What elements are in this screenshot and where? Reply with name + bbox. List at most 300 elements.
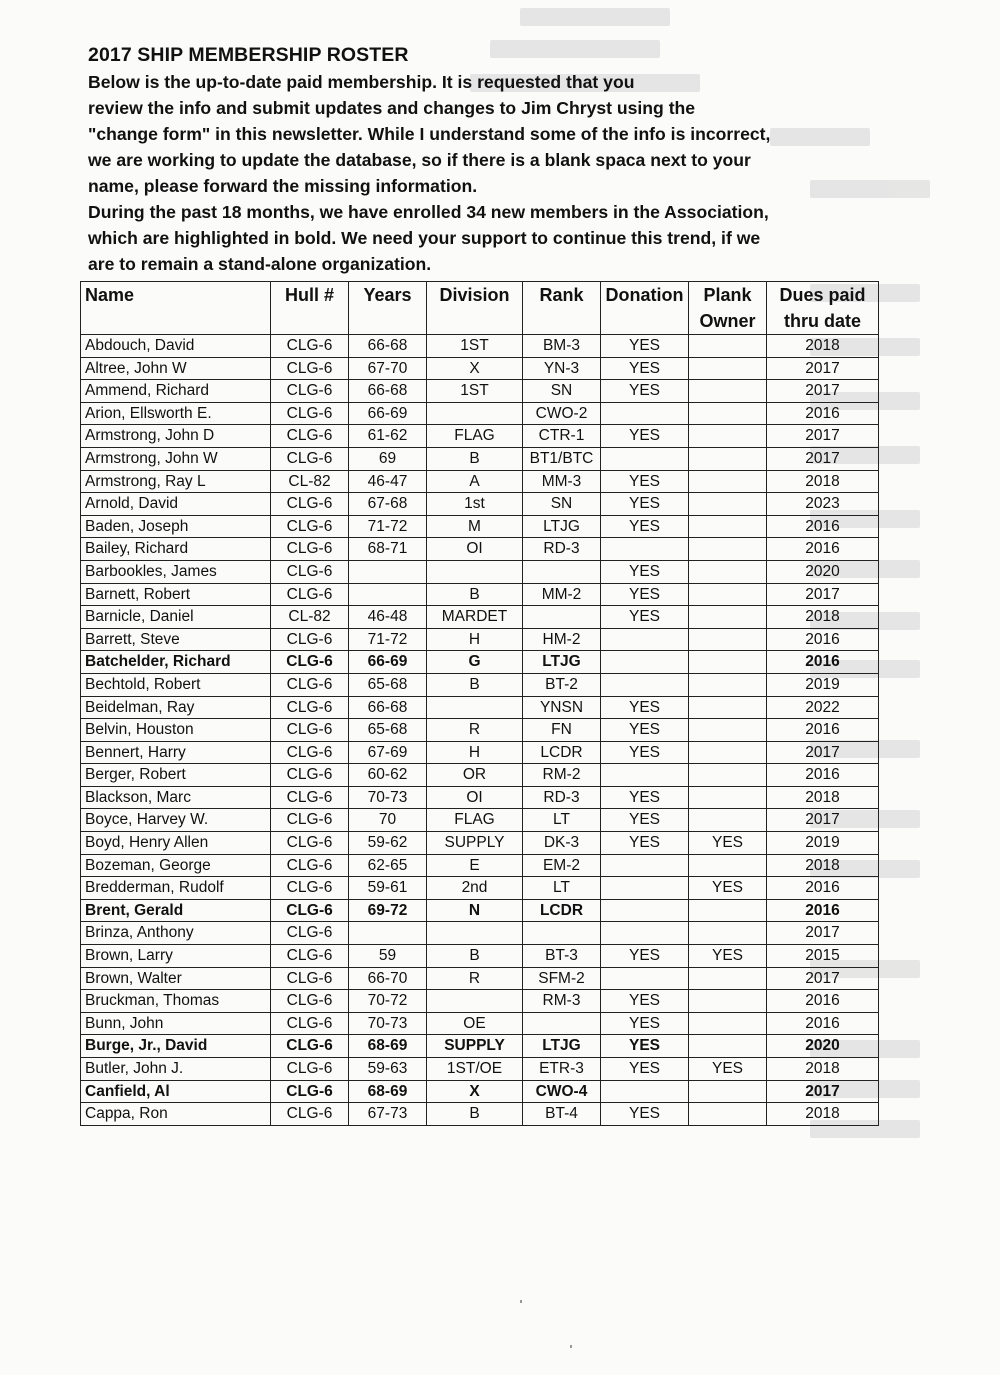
- table-row: [81, 538, 879, 561]
- cell-plank-owner: [689, 786, 767, 809]
- cell-dues: 2018: [767, 854, 879, 877]
- cell-division: [427, 922, 523, 945]
- cell-plank-owner: [689, 719, 767, 742]
- cell-hull: CLG-6: [271, 945, 349, 968]
- cell-hull: CL-82: [271, 470, 349, 493]
- cell-rank: [523, 560, 601, 583]
- cell-hull: CLG-6: [271, 899, 349, 922]
- cell-plank-owner: [689, 560, 767, 583]
- cell-years: 66-68: [349, 696, 427, 719]
- column-header-hull: Hull #: [271, 282, 349, 335]
- cell-plank-owner: [689, 1012, 767, 1035]
- cell-years: 62-65: [349, 854, 427, 877]
- cell-division: FLAG: [427, 425, 523, 448]
- cell-dues: 2015: [767, 945, 879, 968]
- cell-donation: [601, 922, 689, 945]
- cell-name: Arnold, David: [81, 493, 271, 516]
- cell-name: Arion, Ellsworth E.: [81, 402, 271, 425]
- cell-dues: 2019: [767, 832, 879, 855]
- cell-dues: 2016: [767, 628, 879, 651]
- intro-line: review the info and submit updates and changes to Jim Chryst using the: [88, 98, 696, 118]
- cell-donation: [601, 402, 689, 425]
- cell-dues: 2017: [767, 1080, 879, 1103]
- cell-dues: 2018: [767, 1058, 879, 1081]
- cell-dues: 2020: [767, 1035, 879, 1058]
- cell-rank: YN-3: [523, 357, 601, 380]
- scan-speck: [520, 1300, 522, 1303]
- cell-years: [349, 922, 427, 945]
- cell-plank-owner: [689, 809, 767, 832]
- cell-years: 67-69: [349, 741, 427, 764]
- cell-rank: BM-3: [523, 335, 601, 358]
- table-row: [81, 945, 879, 968]
- cell-rank: SN: [523, 493, 601, 516]
- cell-dues: 2017: [767, 357, 879, 380]
- column-header-dues: [767, 282, 879, 335]
- table-row: [81, 1080, 879, 1103]
- cell-division: OI: [427, 538, 523, 561]
- cell-plank-owner: [689, 606, 767, 629]
- cell-years: 70: [349, 809, 427, 832]
- cell-rank: BT-3: [523, 945, 601, 968]
- cell-donation: YES: [601, 357, 689, 380]
- cell-plank-owner: [689, 357, 767, 380]
- cell-division: B: [427, 673, 523, 696]
- cell-dues: 2016: [767, 515, 879, 538]
- cell-dues: 2017: [767, 380, 879, 403]
- cell-division: [427, 560, 523, 583]
- table-row: [81, 696, 879, 719]
- table-row: [81, 357, 879, 380]
- cell-plank-owner: [689, 922, 767, 945]
- cell-hull: CLG-6: [271, 1035, 349, 1058]
- cell-rank: DK-3: [523, 832, 601, 855]
- cell-plank-owner: [689, 335, 767, 358]
- cell-rank: EM-2: [523, 854, 601, 877]
- intro-line: "change form" in this newsletter. While I understand some of the info is incorrect,: [88, 124, 771, 144]
- cell-donation: [601, 854, 689, 877]
- cell-donation: YES: [601, 606, 689, 629]
- cell-plank-owner: [689, 696, 767, 719]
- table-header-row: [81, 282, 879, 335]
- cell-dues: 2016: [767, 764, 879, 787]
- cell-name: Altree, John W: [81, 357, 271, 380]
- cell-years: 69-72: [349, 899, 427, 922]
- cell-division: A: [427, 470, 523, 493]
- cell-division: M: [427, 515, 523, 538]
- cell-division: MARDET: [427, 606, 523, 629]
- cell-rank: LTJG: [523, 1035, 601, 1058]
- cell-division: 1ST/OE: [427, 1058, 523, 1081]
- cell-years: 67-70: [349, 357, 427, 380]
- cell-donation: YES: [601, 583, 689, 606]
- cell-name: Bruckman, Thomas: [81, 990, 271, 1013]
- cell-rank: CTR-1: [523, 425, 601, 448]
- cell-name: Baden, Joseph: [81, 515, 271, 538]
- cell-donation: [601, 651, 689, 674]
- cell-hull: CLG-6: [271, 1103, 349, 1126]
- cell-division: SUPPLY: [427, 832, 523, 855]
- cell-name: Bechtold, Robert: [81, 673, 271, 696]
- table-row: [81, 854, 879, 877]
- cell-name: Canfield, Al: [81, 1080, 271, 1103]
- cell-plank-owner: [689, 402, 767, 425]
- cell-donation: YES: [601, 1058, 689, 1081]
- cell-donation: YES: [601, 1035, 689, 1058]
- membership-roster-table: [80, 281, 879, 1126]
- cell-plank-owner: [689, 1035, 767, 1058]
- cell-name: Brown, Larry: [81, 945, 271, 968]
- cell-plank-owner: [689, 967, 767, 990]
- cell-donation: YES: [601, 786, 689, 809]
- cell-hull: CLG-6: [271, 1012, 349, 1035]
- cell-dues: 2017: [767, 447, 879, 470]
- cell-division: B: [427, 447, 523, 470]
- column-header-division: Division: [427, 282, 523, 335]
- cell-years: 68-69: [349, 1080, 427, 1103]
- cell-years: 65-68: [349, 719, 427, 742]
- cell-years: 59-61: [349, 877, 427, 900]
- cell-name: Barrett, Steve: [81, 628, 271, 651]
- cell-donation: [601, 1080, 689, 1103]
- column-header-name: Name: [81, 282, 271, 335]
- cell-name: Batchelder, Richard: [81, 651, 271, 674]
- cell-dues: 2016: [767, 899, 879, 922]
- cell-years: 59: [349, 945, 427, 968]
- table-row: [81, 719, 879, 742]
- table-row: [81, 583, 879, 606]
- cell-name: Barnett, Robert: [81, 583, 271, 606]
- cell-dues: 2022: [767, 696, 879, 719]
- cell-division: OE: [427, 1012, 523, 1035]
- cell-hull: CLG-6: [271, 402, 349, 425]
- cell-rank: SFM-2: [523, 967, 601, 990]
- cell-name: Bunn, John: [81, 1012, 271, 1035]
- cell-division: B: [427, 1103, 523, 1126]
- cell-years: 66-68: [349, 335, 427, 358]
- cell-dues: 2016: [767, 402, 879, 425]
- cell-rank: MM-2: [523, 583, 601, 606]
- cell-years: 46-48: [349, 606, 427, 629]
- cell-hull: CLG-6: [271, 515, 349, 538]
- cell-dues: 2016: [767, 651, 879, 674]
- cell-donation: YES: [601, 1103, 689, 1126]
- cell-plank-owner: [689, 515, 767, 538]
- intro-paragraph: [88, 69, 888, 277]
- cell-hull: CLG-6: [271, 357, 349, 380]
- cell-division: R: [427, 719, 523, 742]
- cell-plank-owner: [689, 425, 767, 448]
- cell-donation: YES: [601, 945, 689, 968]
- cell-donation: YES: [601, 719, 689, 742]
- cell-donation: YES: [601, 515, 689, 538]
- table-row: [81, 809, 879, 832]
- cell-hull: CLG-6: [271, 380, 349, 403]
- cell-rank: CWO-4: [523, 1080, 601, 1103]
- cell-dues: 2016: [767, 990, 879, 1013]
- cell-division: SUPPLY: [427, 1035, 523, 1058]
- cell-dues: 2018: [767, 786, 879, 809]
- cell-division: X: [427, 1080, 523, 1103]
- table-row: [81, 606, 879, 629]
- cell-name: Belvin, Houston: [81, 719, 271, 742]
- cell-division: E: [427, 854, 523, 877]
- cell-dues: 2018: [767, 606, 879, 629]
- cell-rank: FN: [523, 719, 601, 742]
- page-title: 2017 SHIP MEMBERSHIP ROSTER: [88, 44, 409, 66]
- cell-rank: BT1/BTC: [523, 447, 601, 470]
- table-row: [81, 1035, 879, 1058]
- cell-years: 61-62: [349, 425, 427, 448]
- cell-donation: YES: [601, 1012, 689, 1035]
- cell-division: H: [427, 628, 523, 651]
- cell-years: 68-71: [349, 538, 427, 561]
- cell-name: Armstrong, John D: [81, 425, 271, 448]
- cell-plank-owner: [689, 854, 767, 877]
- cell-division: B: [427, 945, 523, 968]
- table-row: [81, 741, 879, 764]
- table-row: [81, 990, 879, 1013]
- header-line: Dues paid: [779, 285, 866, 305]
- cell-hull: CLG-6: [271, 696, 349, 719]
- cell-years: 66-69: [349, 651, 427, 674]
- table-row: [81, 515, 879, 538]
- table-row: [81, 786, 879, 809]
- table-row: [81, 1103, 879, 1126]
- cell-division: [427, 696, 523, 719]
- cell-name: Brinza, Anthony: [81, 922, 271, 945]
- cell-dues: 2016: [767, 538, 879, 561]
- cell-name: Armstrong, John W: [81, 447, 271, 470]
- table-row: [81, 877, 879, 900]
- cell-donation: [601, 877, 689, 900]
- cell-division: 1ST: [427, 335, 523, 358]
- cell-name: Brent, Gerald: [81, 899, 271, 922]
- cell-division: R: [427, 967, 523, 990]
- cell-plank-owner: [689, 1080, 767, 1103]
- cell-division: G: [427, 651, 523, 674]
- cell-plank-owner: [689, 628, 767, 651]
- cell-plank-owner: YES: [689, 877, 767, 900]
- cell-dues: 2016: [767, 719, 879, 742]
- cell-name: Bozeman, George: [81, 854, 271, 877]
- table-row: [81, 651, 879, 674]
- cell-rank: LT: [523, 877, 601, 900]
- cell-dues: 2018: [767, 1103, 879, 1126]
- cell-rank: [523, 1012, 601, 1035]
- cell-plank-owner: [689, 764, 767, 787]
- cell-division: N: [427, 899, 523, 922]
- cell-donation: [601, 967, 689, 990]
- cell-years: 66-68: [349, 380, 427, 403]
- cell-name: Boyce, Harvey W.: [81, 809, 271, 832]
- column-header-years: Years: [349, 282, 427, 335]
- cell-donation: YES: [601, 425, 689, 448]
- cell-rank: [523, 606, 601, 629]
- cell-hull: CLG-6: [271, 832, 349, 855]
- cell-hull: CLG-6: [271, 560, 349, 583]
- scan-speck: [570, 1345, 572, 1348]
- cell-plank-owner: [689, 1103, 767, 1126]
- cell-years: 69: [349, 447, 427, 470]
- cell-division: 1st: [427, 493, 523, 516]
- cell-hull: CLG-6: [271, 967, 349, 990]
- table-row: [81, 447, 879, 470]
- cell-plank-owner: YES: [689, 1058, 767, 1081]
- cell-donation: [601, 899, 689, 922]
- cell-name: Berger, Robert: [81, 764, 271, 787]
- cell-donation: YES: [601, 696, 689, 719]
- cell-hull: CLG-6: [271, 583, 349, 606]
- column-header-donation: Donation: [601, 282, 689, 335]
- cell-donation: YES: [601, 741, 689, 764]
- cell-hull: CLG-6: [271, 1058, 349, 1081]
- table-row: [81, 560, 879, 583]
- cell-division: 2nd: [427, 877, 523, 900]
- cell-donation: YES: [601, 493, 689, 516]
- table-row: [81, 402, 879, 425]
- cell-donation: [601, 447, 689, 470]
- cell-years: 71-72: [349, 628, 427, 651]
- cell-years: 67-73: [349, 1103, 427, 1126]
- cell-name: Burge, Jr., David: [81, 1035, 271, 1058]
- cell-plank-owner: [689, 380, 767, 403]
- cell-plank-owner: [689, 651, 767, 674]
- cell-years: [349, 560, 427, 583]
- cell-years: 65-68: [349, 673, 427, 696]
- roster-body: [81, 335, 879, 1126]
- cell-dues: 2017: [767, 922, 879, 945]
- cell-plank-owner: [689, 899, 767, 922]
- cell-name: Brown, Walter: [81, 967, 271, 990]
- cell-rank: LTJG: [523, 515, 601, 538]
- header-line: Owner: [699, 311, 756, 331]
- cell-dues: 2023: [767, 493, 879, 516]
- cell-hull: CLG-6: [271, 764, 349, 787]
- cell-years: 70-72: [349, 990, 427, 1013]
- cell-hull: CLG-6: [271, 651, 349, 674]
- cell-rank: CWO-2: [523, 402, 601, 425]
- cell-division: [427, 402, 523, 425]
- cell-hull: CLG-6: [271, 719, 349, 742]
- cell-hull: CLG-6: [271, 922, 349, 945]
- cell-division: H: [427, 741, 523, 764]
- table-row: [81, 335, 879, 358]
- intro-line: which are highlighted in bold. We need your support to continue this trend, if we: [88, 228, 761, 248]
- cell-years: 60-62: [349, 764, 427, 787]
- cell-hull: CLG-6: [271, 809, 349, 832]
- cell-hull: CLG-6: [271, 425, 349, 448]
- intro-line: are to remain a stand-alone organization.: [88, 254, 432, 274]
- cell-years: 66-69: [349, 402, 427, 425]
- cell-rank: BT-2: [523, 673, 601, 696]
- table-row: [81, 1058, 879, 1081]
- cell-rank: RD-3: [523, 538, 601, 561]
- cell-dues: 2016: [767, 877, 879, 900]
- cell-years: [349, 583, 427, 606]
- table-row: [81, 673, 879, 696]
- cell-plank-owner: [689, 538, 767, 561]
- cell-dues: 2017: [767, 967, 879, 990]
- cell-hull: CLG-6: [271, 786, 349, 809]
- cell-plank-owner: [689, 470, 767, 493]
- cell-rank: [523, 922, 601, 945]
- cell-dues: 2018: [767, 470, 879, 493]
- cell-plank-owner: YES: [689, 832, 767, 855]
- cell-hull: CLG-6: [271, 673, 349, 696]
- cell-plank-owner: [689, 741, 767, 764]
- cell-hull: CLG-6: [271, 538, 349, 561]
- table-row: [81, 764, 879, 787]
- intro-line: we are working to update the database, so if there is a blank spaca next to your: [88, 150, 751, 170]
- cell-division: OR: [427, 764, 523, 787]
- cell-years: 67-68: [349, 493, 427, 516]
- cell-name: Ammend, Richard: [81, 380, 271, 403]
- cell-division: FLAG: [427, 809, 523, 832]
- cell-name: Barbookles, James: [81, 560, 271, 583]
- cell-hull: CLG-6: [271, 493, 349, 516]
- cell-hull: CLG-6: [271, 628, 349, 651]
- cell-hull: CLG-6: [271, 990, 349, 1013]
- cell-name: Bredderman, Rudolf: [81, 877, 271, 900]
- header-line: Plank: [703, 285, 752, 305]
- table-row: [81, 1012, 879, 1035]
- cell-donation: YES: [601, 990, 689, 1013]
- cell-name: Blackson, Marc: [81, 786, 271, 809]
- cell-division: [427, 990, 523, 1013]
- cell-rank: HM-2: [523, 628, 601, 651]
- cell-rank: YNSN: [523, 696, 601, 719]
- cell-donation: YES: [601, 560, 689, 583]
- cell-name: Abdouch, David: [81, 335, 271, 358]
- cell-donation: YES: [601, 809, 689, 832]
- cell-division: OI: [427, 786, 523, 809]
- cell-rank: RM-2: [523, 764, 601, 787]
- cell-hull: CLG-6: [271, 335, 349, 358]
- cell-division: X: [427, 357, 523, 380]
- cell-rank: ETR-3: [523, 1058, 601, 1081]
- cell-years: 68-69: [349, 1035, 427, 1058]
- cell-dues: 2017: [767, 809, 879, 832]
- cell-plank-owner: [689, 447, 767, 470]
- cell-plank-owner: [689, 673, 767, 696]
- cell-hull: CLG-6: [271, 1080, 349, 1103]
- cell-years: 59-63: [349, 1058, 427, 1081]
- cell-donation: [601, 673, 689, 696]
- cell-plank-owner: YES: [689, 945, 767, 968]
- table-row: [81, 967, 879, 990]
- intro-line: During the past 18 months, we have enrolled 34 new members in the Association,: [88, 202, 769, 222]
- cell-name: Butler, John J.: [81, 1058, 271, 1081]
- cell-name: Bailey, Richard: [81, 538, 271, 561]
- cell-rank: LT: [523, 809, 601, 832]
- cell-name: Barnicle, Daniel: [81, 606, 271, 629]
- cell-division: 1ST: [427, 380, 523, 403]
- cell-hull: CLG-6: [271, 741, 349, 764]
- cell-dues: 2019: [767, 673, 879, 696]
- cell-rank: LCDR: [523, 741, 601, 764]
- cell-donation: YES: [601, 470, 689, 493]
- cell-name: Armstrong, Ray L: [81, 470, 271, 493]
- intro-line: name, please forward the missing information.: [88, 176, 478, 196]
- cell-hull: CLG-6: [271, 447, 349, 470]
- roster-header: [88, 44, 888, 277]
- cell-hull: CLG-6: [271, 854, 349, 877]
- cell-hull: CL-82: [271, 606, 349, 629]
- cell-donation: YES: [601, 832, 689, 855]
- table-row: [81, 470, 879, 493]
- column-header-plank-owner: [689, 282, 767, 335]
